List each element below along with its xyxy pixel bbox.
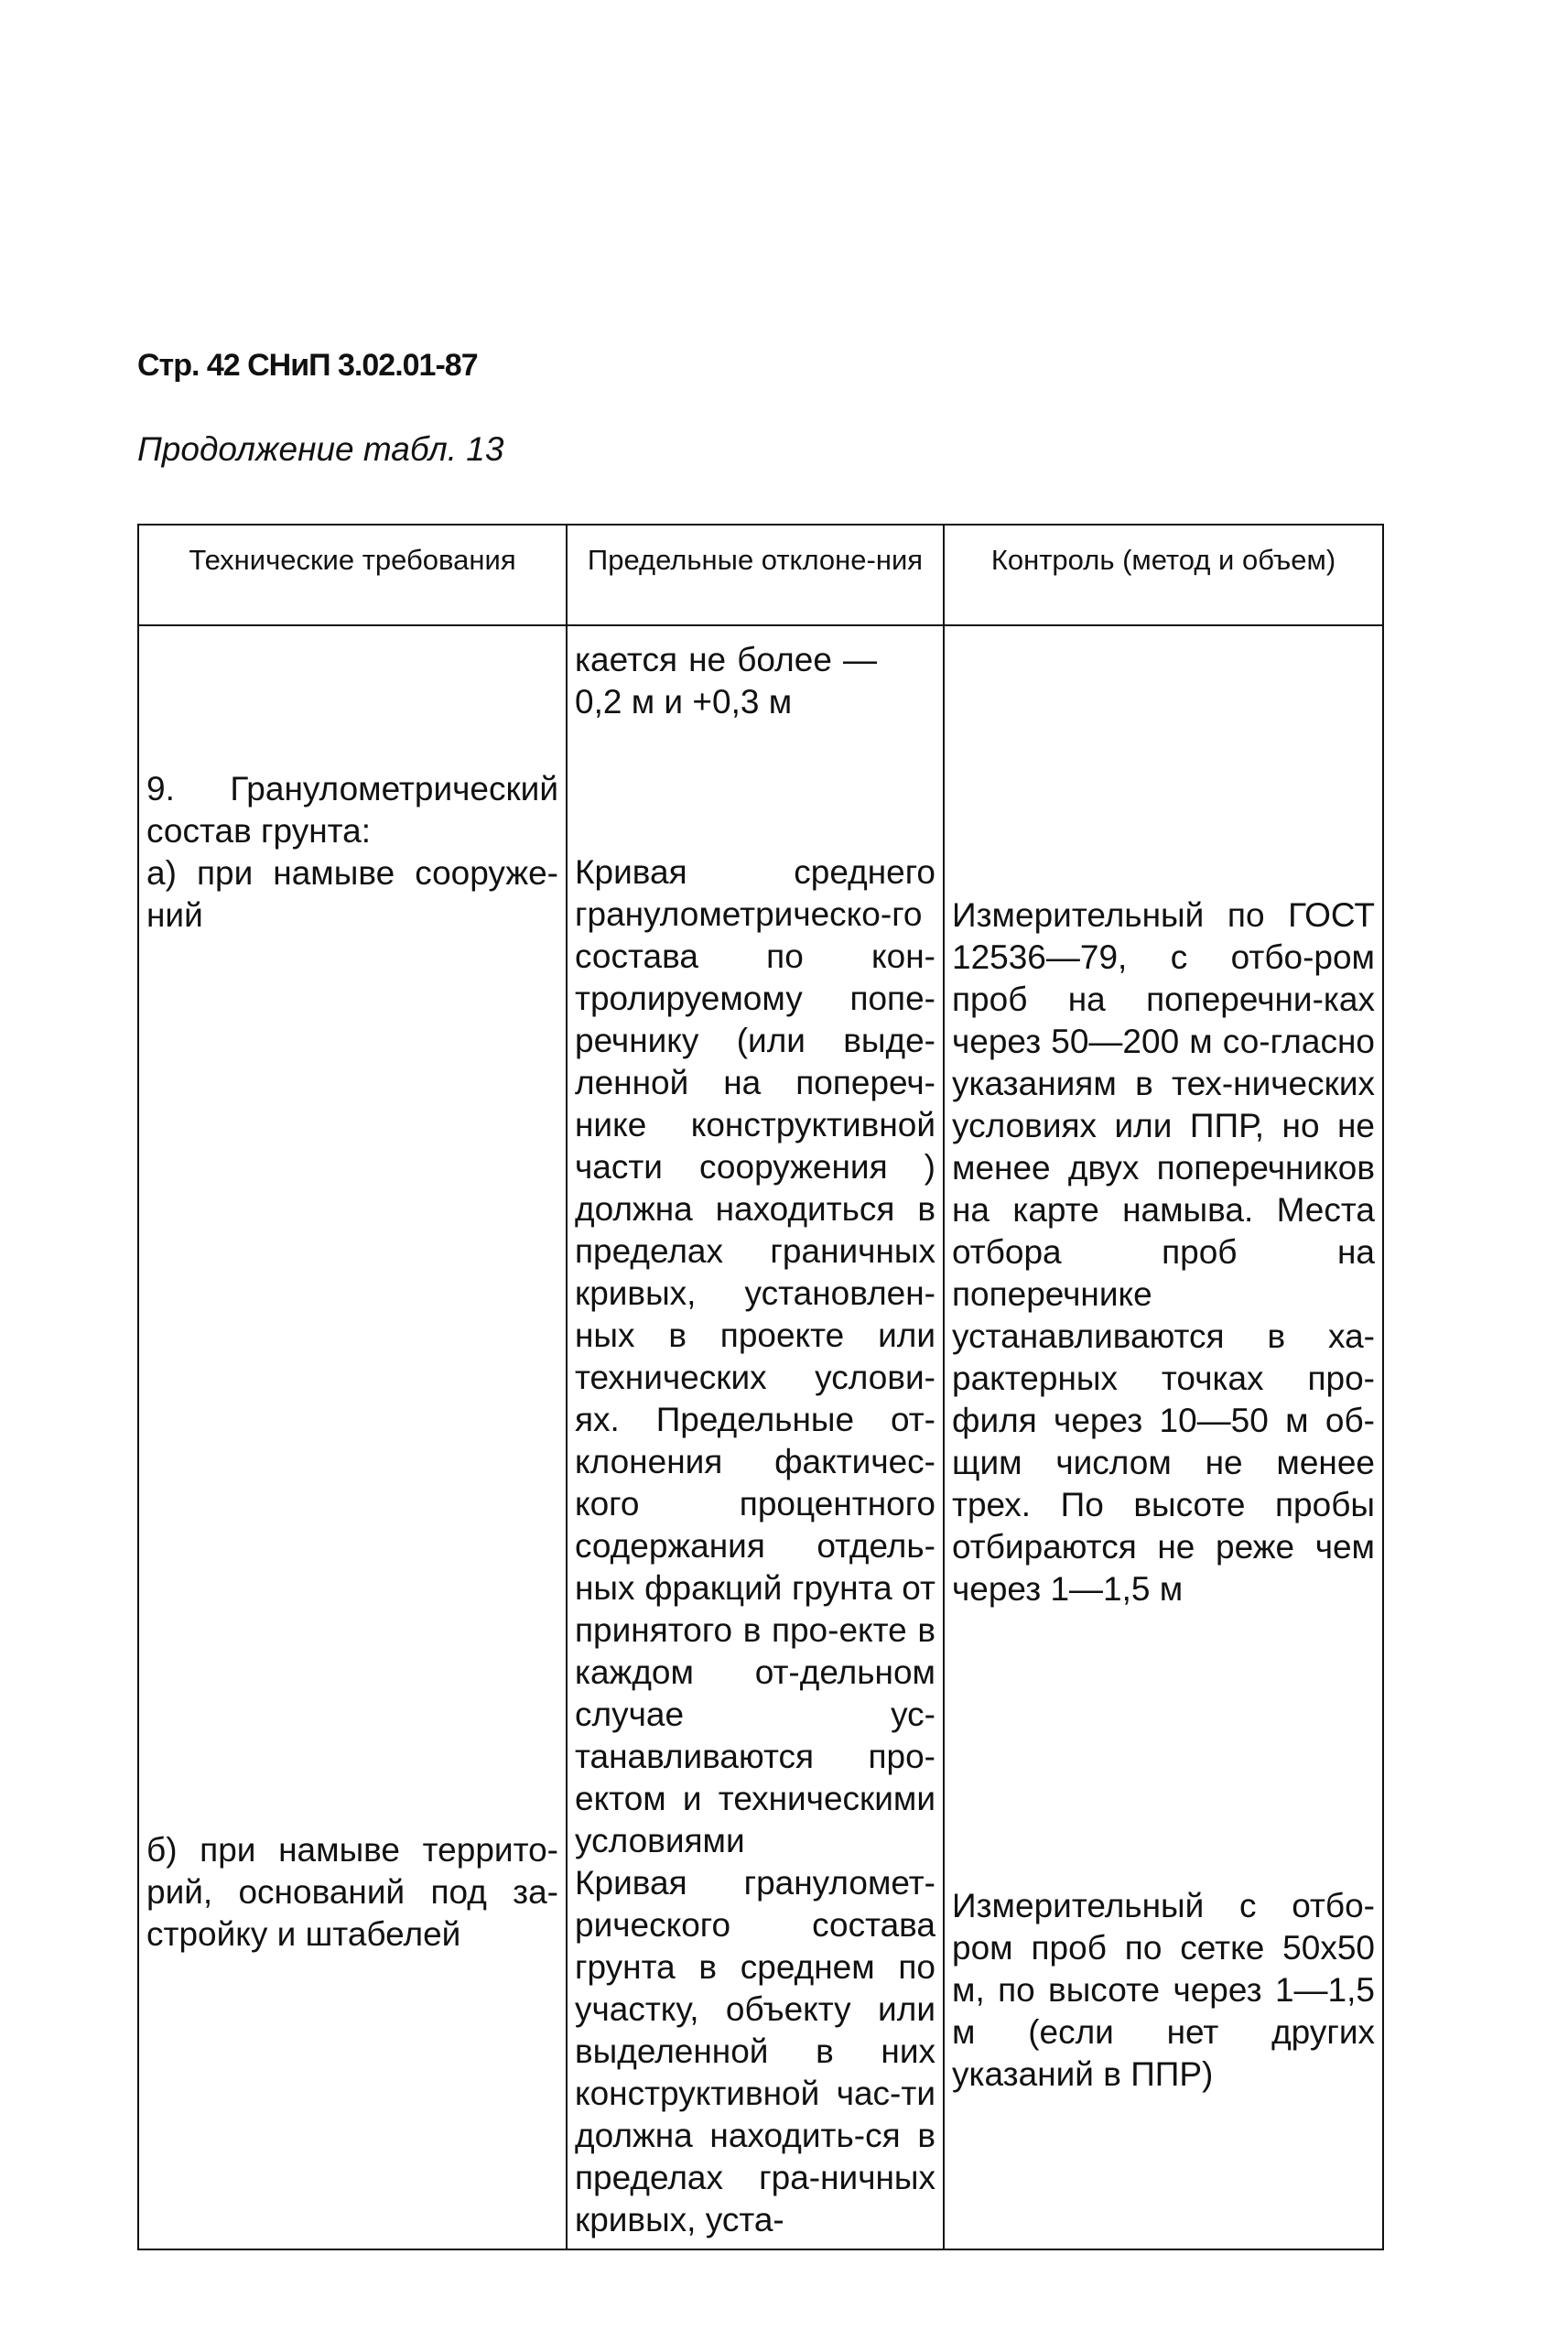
deviation-gap [575,723,935,851]
control-a: Измерительный по ГОСТ 12536—79, с отбо-ром проб на поперечни-ках через 50—200 м со-гласно указаниям в тех-нических условиях или ППР, но не менее двух поперечников на карте намыва. Места отбора проб на поперечнике устанавливаются в ха-рактерных точках про-филя через 10—50 м об-щим числом не менее трех. По высоте пробы отбираются не реже чем через 1—1,5 м [952,896,1375,1608]
control-gap [952,1610,1375,1885]
requirement-a: а) при намыве сооруже-ний [146,854,558,934]
section-title: 9. Гранулометрический состав грунта: [146,770,558,850]
table-row [138,625,1383,2249]
requirements-cell [138,625,567,2249]
header-control-method: Контроль (метод и объем) [944,525,1383,625]
page-header: Стр. 42 СНиП 3.02.01-87 [137,348,478,383]
control-b: Измерительный с отбо-ром проб по сетке 50x50 м, по высоте через 1—1,5 м (если нет других указаний в ППР) [952,1887,1375,2093]
continued-text: кается не более — 0,2 м и +0,3 м [575,641,877,721]
header-technical-requirements: Технические требования [138,525,567,625]
requirement-gap [146,937,558,1829]
header-limit-deviations: Предельные отклоне-ния [567,525,944,625]
table-header-row [138,525,1383,625]
deviation-a: Кривая среднего гранулометрическо-го состава по кон-тролируемому попе-речнику (или выде-ленной на попереч-нике конструктивной части сооружения ) должна находиться в пределах граничных кривых, установлен-ных в проекте или технических услови-ях. Предельные от-клонения фактичес-кого процентного содержания отдель-ных фракций грунта от принятого в про-екте в каждом от-дельном случае ус-танавливаются про-ектом и техническими условиями [575,853,935,1859]
table-caption: Продолжение табл. 13 [137,430,504,468]
control-cell [944,625,1383,2249]
requirement-b: б) при намыве террито-рий, оснований под за-стройку и штабелей [146,1831,558,1953]
specification-table [137,524,1384,2250]
deviations-cell [567,625,944,2249]
deviation-b: Кривая грануломет-рического состава грунта в среднем по участку, объекту или выделенной в них конструктивной час-ти должна находить-ся в пределах гра-ничных кривых, уста- [575,1864,935,2238]
